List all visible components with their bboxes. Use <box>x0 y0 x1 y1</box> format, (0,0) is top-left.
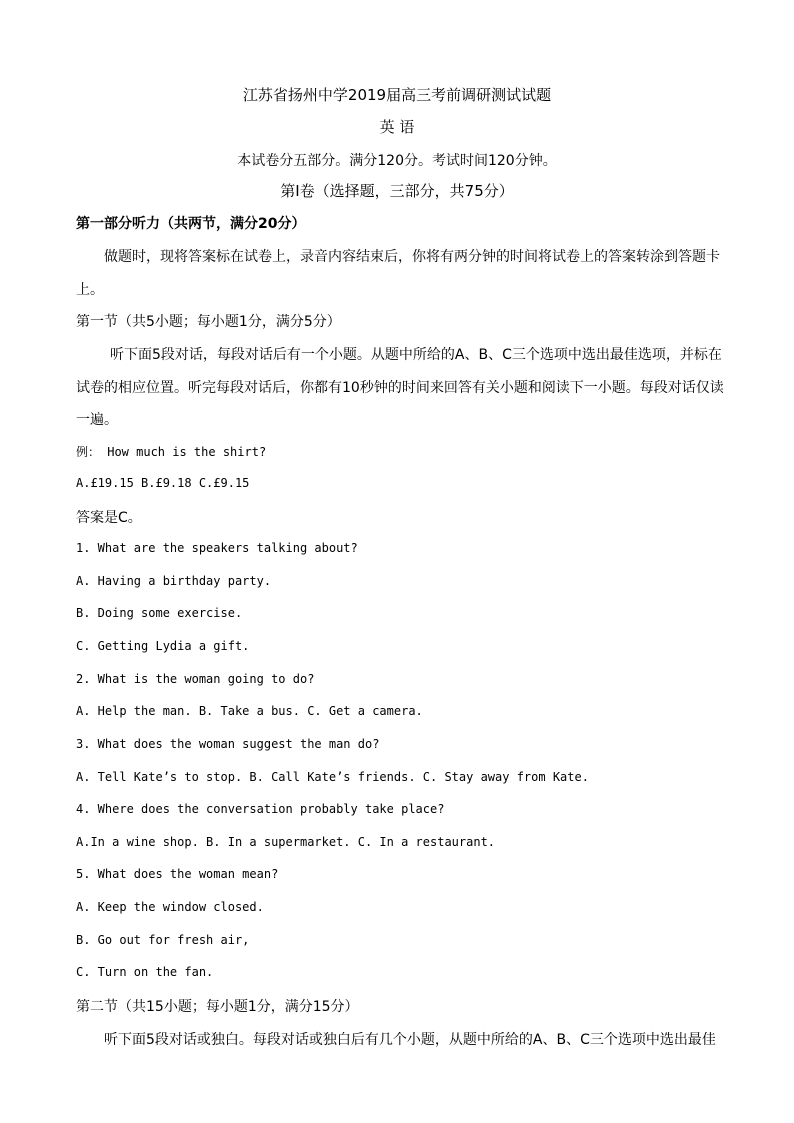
section1-instruction-line2: 试卷的相应位置。听完每段对话后，你都有10秒钟的时间来回答有关小题和阅读下一小题。每段对话仅读 <box>76 380 724 396</box>
example-question: 例： How much is the shirt? <box>76 445 267 459</box>
question-3-options: A. Tell Kate’s to stop. B. Call Kate’s friends. C. Stay away from Kate. <box>76 770 589 784</box>
question-3: 3. What does the woman suggest the man do? <box>76 737 380 751</box>
question-2: 2. What is the woman going to do? <box>76 672 315 686</box>
question-4: 4. Where does the conversation probably take place? <box>76 802 445 816</box>
question-2-options: A. Help the man. B. Take a bus. C. Get a camera. <box>76 704 423 718</box>
question-4-options: A.In a wine shop. B. In a supermarket. C. In a restaurant. <box>76 835 496 849</box>
question-5: 5. What does the woman mean? <box>76 867 279 881</box>
volume-title: 第Ⅰ卷（选择题，三部分，共75分） <box>280 182 514 200</box>
question-5-option-b: B. Go out for fresh air, <box>76 933 250 947</box>
exam-title: 江苏省扬州中学2019届高三考前调研测试试题 <box>242 86 552 104</box>
question-5-option-c: C. Turn on the fan. <box>76 965 214 979</box>
subject-title: 英 语 <box>379 118 415 136</box>
example-answer: 答案是C。 <box>76 510 142 526</box>
question-1-option-b: B. Doing some exercise. <box>76 606 243 620</box>
part1-instruction-line2: 上。 <box>76 282 104 298</box>
section1-heading: 第一节（共5小题；每小题1分，满分5分） <box>76 314 341 330</box>
part1-heading: 第一部分听力（共两节，满分20分） <box>76 216 306 232</box>
question-1: 1. What are the speakers talking about? <box>76 541 358 555</box>
section1-instruction-line3: 一遍。 <box>76 412 118 428</box>
question-1-option-a: A. Having a birthday party. <box>76 574 272 588</box>
section2-instruction-line1: 听下面5段对话或独白。每段对话或独白后有几个小题，从题中所给的A、B、C三个选项中选出最佳 <box>104 1032 716 1048</box>
part1-instruction-line1: 做题时，现将答案标在试卷上，录音内容结束后，你将有两分钟的时间将试卷上的答案转涂到答题卡 <box>104 249 720 265</box>
example-options: A.£19.15 B.£9.18 C.£9.15 <box>76 476 250 490</box>
exam-info: 本试卷分五部分。满分120分。考试时间120分钟。 <box>237 153 557 169</box>
section2-heading: 第二节（共15小题；每小题1分，满分15分） <box>76 999 359 1015</box>
question-1-option-c: C. Getting Lydia a gift. <box>76 639 250 653</box>
section1-instruction-line1: 听下面5段对话，每段对话后有一个小题。从题中所给的A、B、C三个选项中选出最佳选项，并标在 <box>110 347 722 363</box>
question-5-option-a: A. Keep the window closed. <box>76 900 264 914</box>
